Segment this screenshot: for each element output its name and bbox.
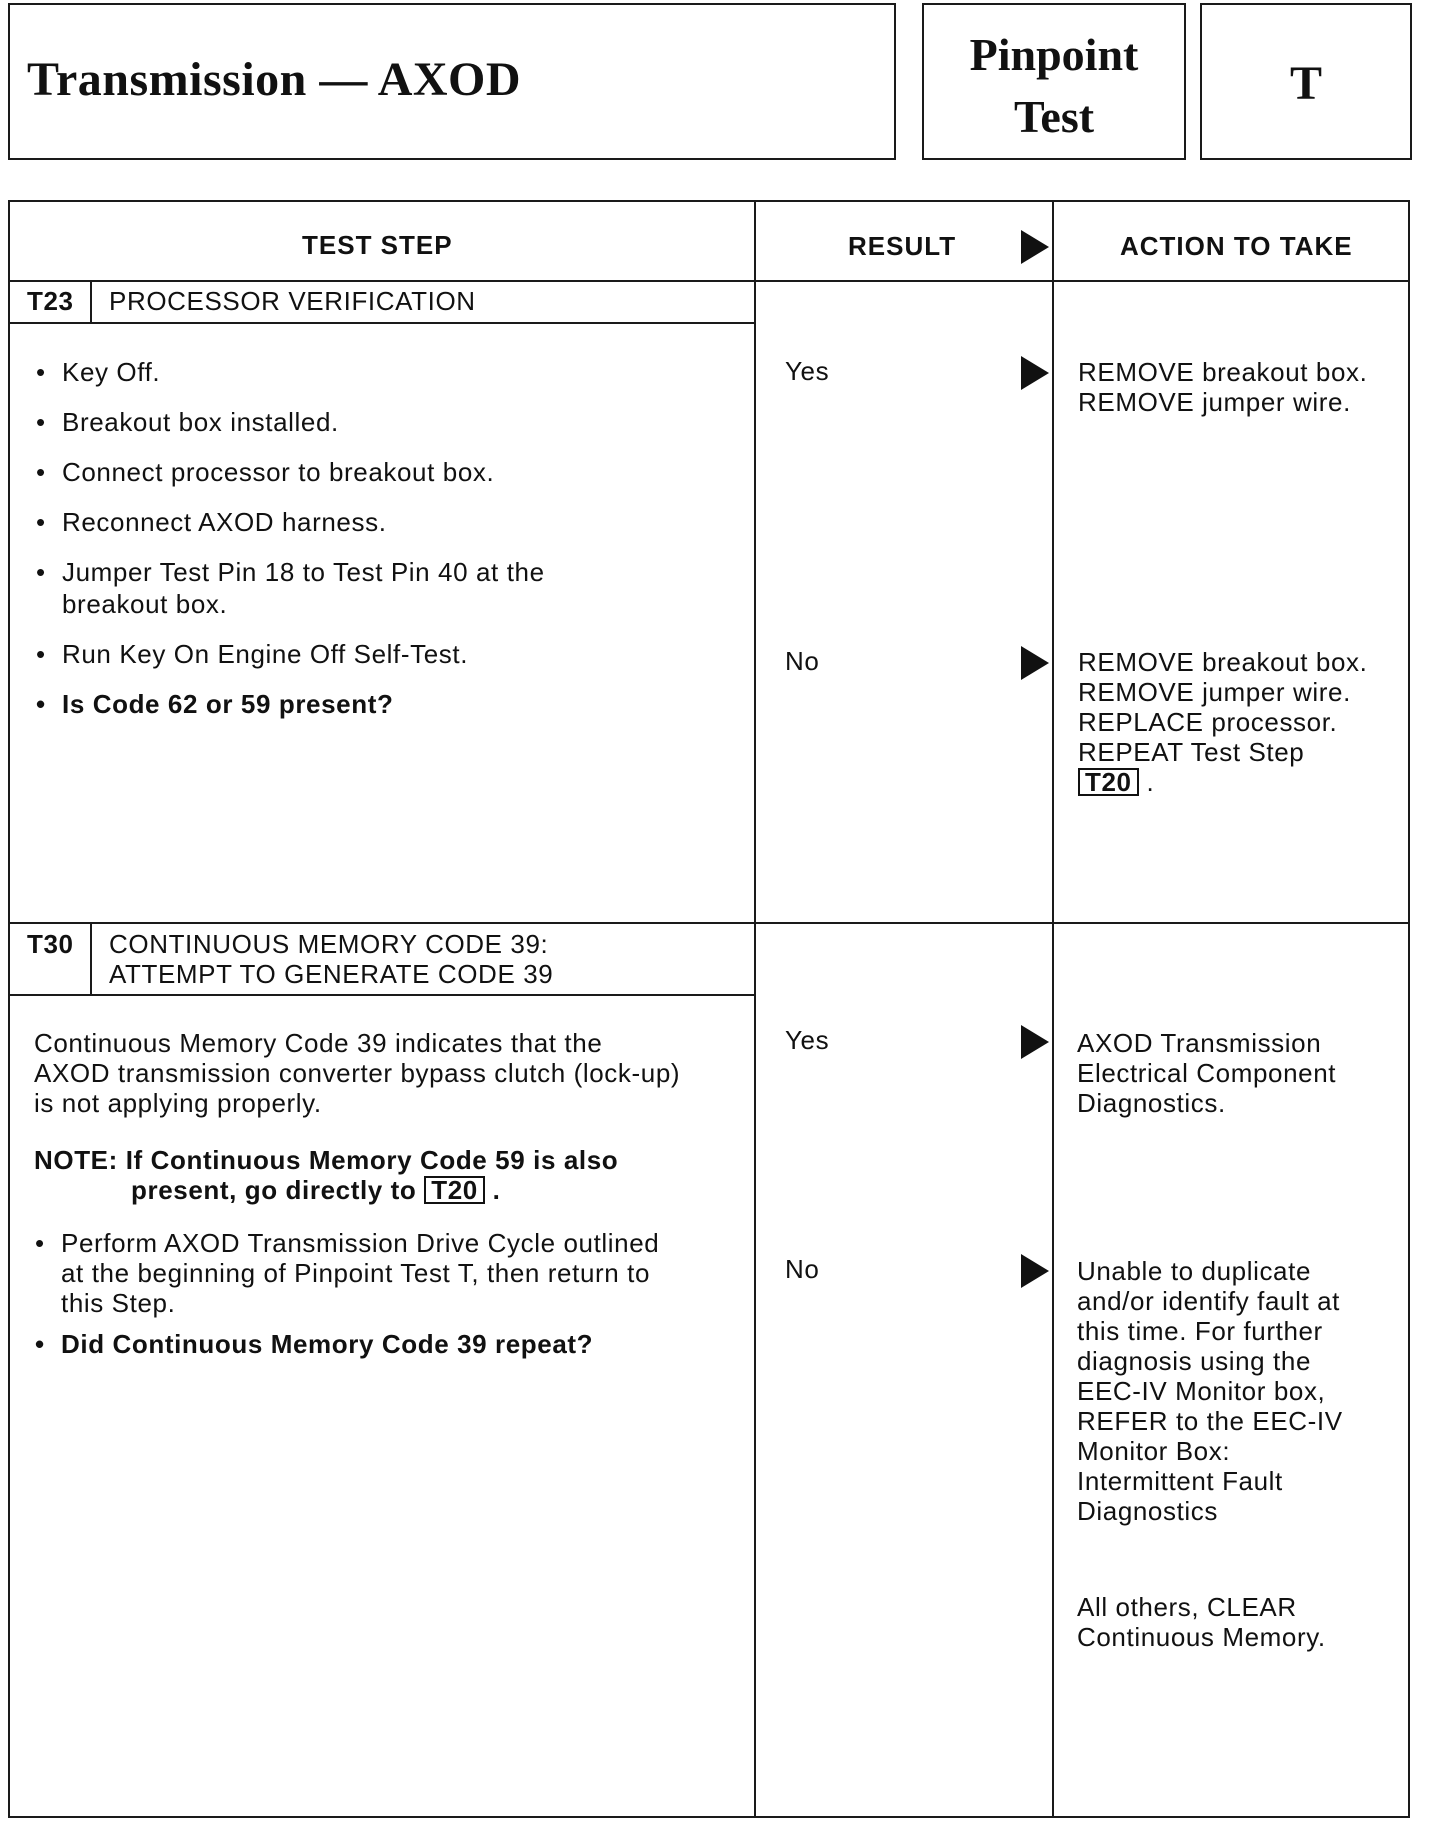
t23-step-title: PROCESSOR VERIFICATION: [109, 286, 476, 316]
t23-step-3: • Connect processor to breakout box.: [36, 457, 495, 487]
result-arrow-icon: [1021, 1254, 1049, 1288]
t23-result-no: No: [785, 646, 820, 676]
t23-step-id: T23: [27, 286, 74, 316]
t20-reference[interactable]: T20: [424, 1176, 485, 1204]
t23-title-divider: [10, 322, 754, 324]
column-divider: [1052, 202, 1054, 1816]
t30-step-1: • Perform AXOD Transmission Drive Cycle outlined at the beginning of Pinpoint Test T, then return to this Step.: [35, 1228, 660, 1318]
t30-yes-action: AXOD Transmission Electrical Component Diagnostics.: [1077, 1028, 1337, 1118]
t23-yes-action: REMOVE breakout box. REMOVE jumper wire.: [1078, 357, 1368, 417]
result-arrow-icon: [1021, 356, 1049, 390]
t30-title-divider: [10, 994, 754, 996]
t23-step-6: • Run Key On Engine Off Self-Test.: [36, 639, 469, 669]
t23-step-1: • Key Off.: [36, 357, 161, 387]
test-letter-box: [1200, 3, 1412, 160]
t30-result-yes: Yes: [785, 1025, 830, 1055]
col-header-result: RESULT: [848, 231, 957, 261]
pinpoint-table: [8, 200, 1410, 1818]
test-letter: T: [1289, 57, 1322, 110]
document-title: Transmission — AXOD: [27, 53, 522, 106]
result-arrow-icon: [1021, 230, 1049, 264]
t23-step-5-cont: breakout box.: [62, 589, 228, 619]
t23-result-yes: Yes: [785, 356, 830, 386]
t30-note: NOTE: If Continuous Memory Code 59 is also present, go directly to T20 .: [34, 1145, 619, 1205]
t30-id-divider: [90, 922, 92, 994]
t20-reference[interactable]: T20: [1078, 768, 1139, 796]
column-divider: [754, 202, 756, 1816]
t30-result-no: No: [785, 1254, 820, 1284]
t23-id-divider: [90, 280, 92, 322]
result-arrow-icon: [1021, 1025, 1049, 1059]
pinpoint-label: Pinpoint: [969, 29, 1139, 80]
t23-step-5: • Jumper Test Pin 18 to Test Pin 40 at the: [36, 557, 545, 587]
t30-intro: Continuous Memory Code 39 indicates that the AXOD transmission converter bypass clutch (lock-up) is not applying properly.: [34, 1028, 681, 1118]
pinpoint-test-box: [922, 3, 1186, 160]
t30-step-id: T30: [27, 929, 74, 959]
col-header-test-step: TEST STEP: [302, 230, 453, 260]
col-header-action: ACTION TO TAKE: [1120, 231, 1353, 261]
document-title-box: [8, 3, 896, 160]
section-divider: [10, 922, 1408, 924]
t30-no-action: Unable to duplicate and/or identify fault at this time. For further diagnosis using the EEC-IV Monitor box, REFER to the EEC-IV Monitor Box: Intermittent Fault Diagnostics: [1077, 1256, 1343, 1526]
t23-step-4: • Reconnect AXOD harness.: [36, 507, 387, 537]
t30-step-title: CONTINUOUS MEMORY CODE 39: ATTEMPT TO GENERATE CODE 39: [109, 929, 554, 989]
test-label: Test: [1013, 91, 1095, 142]
t30-others-action: All others, CLEAR Continuous Memory.: [1077, 1592, 1326, 1652]
header-row-divider: [10, 280, 1408, 282]
t23-step-2: • Breakout box installed.: [36, 407, 339, 437]
result-arrow-icon: [1021, 646, 1049, 680]
t30-question: • Did Continuous Memory Code 39 repeat?: [35, 1329, 594, 1359]
t23-no-action: REMOVE breakout box. REMOVE jumper wire. REPLACE processor. REPEAT Test Step T20 .: [1078, 647, 1368, 797]
t23-question: • Is Code 62 or 59 present?: [36, 689, 394, 719]
